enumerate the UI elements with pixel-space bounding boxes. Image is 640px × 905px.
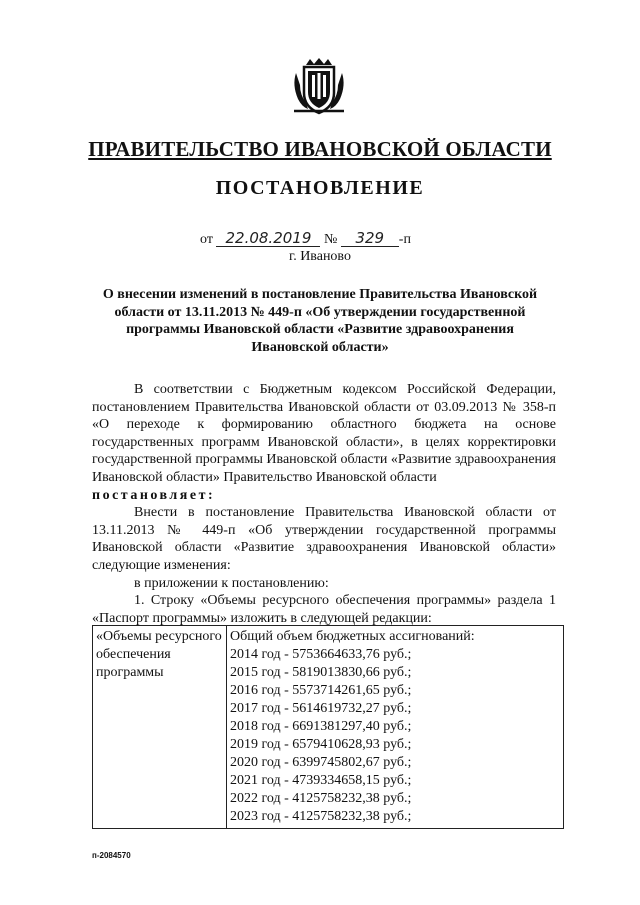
year-row: 2020 год - 6399745802,67 руб.; [230, 755, 412, 770]
table-row [93, 626, 564, 829]
year-row: 2016 год - 5573714261,65 руб.; [230, 683, 412, 698]
date-number-line [200, 230, 411, 248]
handwritten-number: 329 [341, 230, 399, 247]
footer-code: п-2084570 [92, 851, 131, 860]
paragraph-preamble: В соответствии с Бюджетным кодексом Российской Федерации, постановлением Правительства Ивановской области от 03.09.2013 № 358-п «О переходе к формированию областного бюджета на основе государственных программ Ивановской области», в целях корректировки государственной программы Ивановской области «Развитие здравоохранения Ивановской области» Правительство Ивановской области [92, 382, 556, 485]
year-row: 2019 год - 6579410628,93 руб.; [230, 737, 412, 752]
date-prefix: от [200, 232, 213, 247]
year-row: 2018 год - 6691381297,40 руб.; [230, 719, 412, 734]
resolves-keyword: постановляет: [92, 487, 216, 503]
table-heading: Общий объем бюджетных ассигнований: [230, 629, 475, 644]
number-suffix: -п [398, 232, 411, 247]
paragraph-amend: Внести в постановление Правительства Ивановской области от 13.11.2013 № 449-п «Об утверждении государственной программы Ивановской области «Развитие здравоохранения Ивановской области» следующие изменения: [92, 505, 556, 573]
year-row: 2023 год - 4125758232,38 руб.; [230, 809, 412, 824]
paragraph-annex: в приложении к постановлению: [134, 575, 329, 591]
table-label-cell: «Объемы ресурсного обеспечения программы [93, 626, 227, 829]
table-values-cell [227, 626, 564, 829]
year-row: 2014 год - 5753664633,76 руб.; [230, 647, 412, 662]
document-body [92, 381, 556, 627]
city: г. Иваново [289, 249, 351, 264]
year-row: 2015 год - 5819013830,66 руб.; [230, 665, 412, 680]
resources-table [92, 625, 564, 829]
document-type: ПОСТАНОВЛЕНИЕ [215, 177, 425, 199]
document-subject: О внесении изменений в постановление Правительства Ивановской области от 13.11.2013 № 449-п «Об утверждении государственной программы Ивановской области «Развитие здравоохранения Ивановской области» [102, 287, 538, 355]
paragraph-item-1: 1. Строку «Объемы ресурсного обеспечения программы» раздела 1 «Паспорт программы» изложить в следующей редакции: [92, 593, 556, 626]
year-row: 2021 год - 4739334658,15 руб.; [230, 773, 412, 788]
year-row: 2017 год - 5614619732,27 руб.; [230, 701, 412, 716]
year-row: 2022 год - 4125758232,38 руб.; [230, 791, 412, 806]
government-title: ПРАВИТЕЛЬСТВО ИВАНОВСКОЙ ОБЛАСТИ [88, 137, 552, 161]
handwritten-date: 22.08.2019 [216, 230, 320, 247]
coat-of-arms-icon [288, 55, 350, 117]
number-label: № [323, 232, 338, 247]
